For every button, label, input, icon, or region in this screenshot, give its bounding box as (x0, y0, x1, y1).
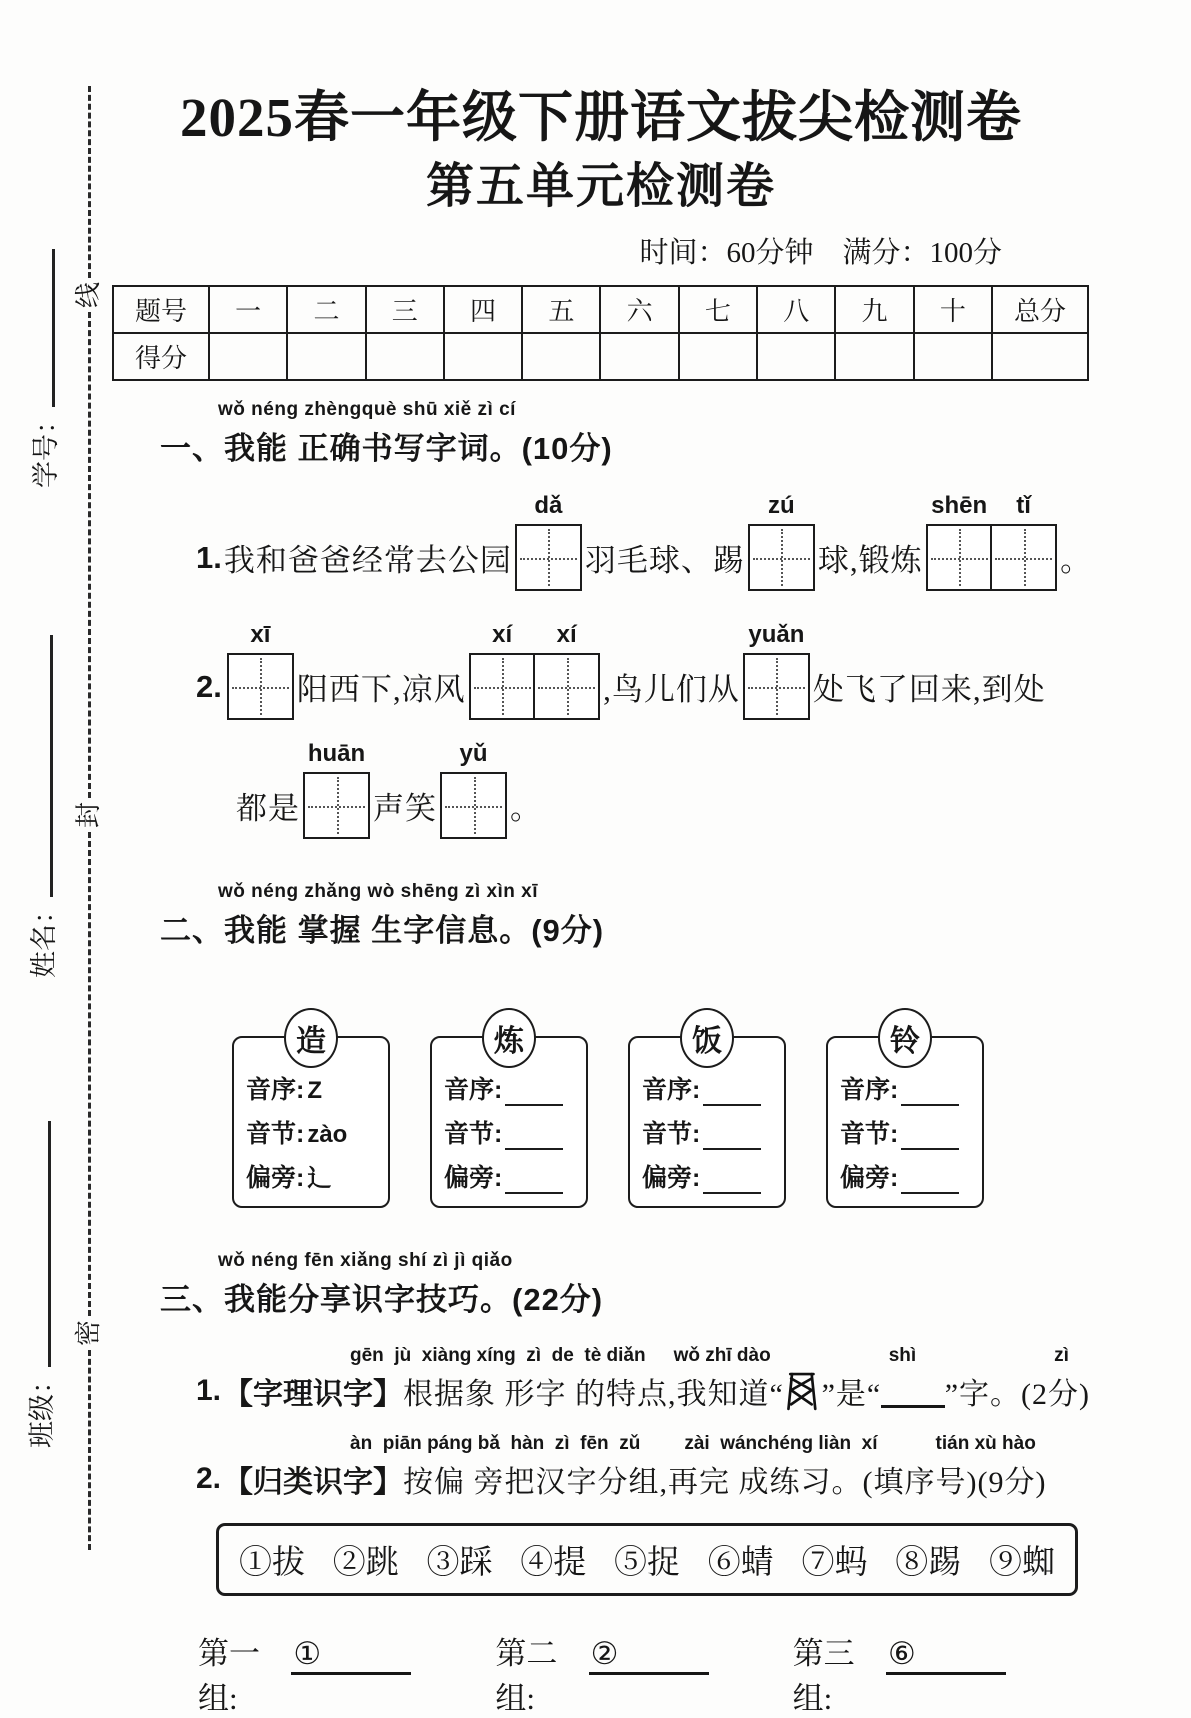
numbered-character: ②跳 (332, 1545, 399, 1582)
answer-groups (198, 1628, 1090, 1718)
section-two-title: 二、我能 掌握 生字信息。(9分) (160, 913, 605, 949)
pinyin-part: wǒ zhī dào (673, 1345, 771, 1367)
group-answer-line[interactable]: ⑥ (886, 1636, 1006, 1675)
character-group-box (216, 1523, 1078, 1596)
pinyin-label: huān (307, 740, 366, 768)
yinjie-value[interactable] (703, 1124, 761, 1150)
score-cell[interactable] (992, 333, 1088, 380)
student-name-field (22, 606, 61, 978)
write-box-yu[interactable] (440, 740, 507, 839)
q-text: 。 (510, 791, 542, 827)
section-one-pinyin: wǒ néng zhèngquè shū xiě zì cí (218, 399, 516, 421)
section-three-title: 三、我能分享识字技巧。(22分) (160, 1282, 604, 1318)
numbered-character: ⑥蜻 (707, 1545, 774, 1582)
q-number: 1. (196, 1374, 222, 1408)
yinjie-label: 音节: (246, 1120, 305, 1149)
pianpang-label: 偏旁: (246, 1164, 305, 1193)
q-text: 球,锻炼 (817, 543, 923, 579)
student-name-input-line[interactable] (27, 635, 53, 897)
group-three (793, 1628, 1006, 1718)
q-text: 都是 (236, 791, 300, 827)
yinxu-value[interactable]: Z (307, 1077, 322, 1105)
yinjie-label: 音节: (444, 1120, 503, 1149)
score-row-label: 得分 (113, 333, 209, 380)
yinjie-value[interactable] (505, 1124, 563, 1150)
score-col: 一 (209, 286, 287, 333)
score-col: 六 (600, 286, 678, 333)
paper-title: 2025春一年级下册语文拔尖检测卷 (179, 87, 1022, 148)
pinyin-label: xí (492, 621, 513, 649)
write-box-xi-xi[interactable] (469, 621, 601, 720)
score-col-total: 总分 (992, 286, 1088, 333)
numbered-character: ③踩 (426, 1545, 493, 1582)
yinjie-label: 音节: (642, 1120, 701, 1149)
q-tag: 【归类识字】 (223, 1466, 404, 1500)
pianpang-value[interactable]: 辶 (307, 1165, 332, 1193)
net-pictograph-icon (784, 1370, 820, 1412)
score-cell[interactable] (679, 333, 757, 380)
score-cell[interactable] (444, 333, 522, 380)
q-tag: 【字理识字】 (223, 1378, 404, 1412)
student-id-label: 学号： (31, 407, 61, 488)
q-text: 声笑 (373, 791, 437, 827)
q-text: 。 (1060, 543, 1093, 579)
student-name-label: 姓名： (29, 897, 59, 978)
score-col: 九 (835, 286, 913, 333)
score-col: 三 (366, 286, 444, 333)
seal-char-xian: 线 (73, 281, 103, 309)
q-text: 根据象 形字 的特点,我知道“ (403, 1378, 784, 1412)
q-text: ,鸟儿们从 (603, 672, 740, 708)
numbered-character: ④提 (520, 1545, 587, 1582)
q-number: 2. (196, 1462, 222, 1496)
seal-line-segment (88, 312, 91, 798)
seal-char-mi: 密 (73, 1319, 103, 1347)
pianpang-value[interactable] (505, 1168, 563, 1194)
yinxu-label: 音序: (840, 1076, 899, 1105)
seal-line-segment (88, 1350, 91, 1550)
group-two (495, 1628, 708, 1718)
card-character: 造 (284, 1008, 338, 1068)
pinyin-label: yǔ (459, 740, 488, 768)
section-two-heading (112, 881, 1090, 950)
q-number: 1. (196, 539, 222, 575)
seal-dashed-line (74, 86, 104, 1564)
pinyin-label: tǐ (1016, 492, 1031, 520)
time-score-info: 时间：60分钟 满分：100分 (639, 237, 1002, 270)
card-fan (628, 1025, 786, 1208)
student-id-field (24, 232, 63, 488)
write-box-huan[interactable] (303, 740, 370, 839)
yinjie-value[interactable]: zào (307, 1121, 348, 1149)
q-text: 我和爸爸经常去公园 (223, 543, 512, 579)
numbered-character: ⑨蜘 (989, 1545, 1055, 1582)
seal-char-feng: 封 (73, 801, 103, 829)
q-text: 羽毛球、踢 (584, 543, 745, 579)
pinyin-part: àn piān páng bǎ hàn zì fēn zǔ (350, 1433, 641, 1455)
write-box-yuan[interactable] (743, 621, 810, 720)
score-cell[interactable] (209, 333, 287, 380)
card-lian (430, 1025, 588, 1208)
score-table-header-row (113, 286, 1088, 333)
score-col: 七 (679, 286, 757, 333)
card-zao (232, 1025, 390, 1208)
score-col: 四 (444, 286, 522, 333)
write-box-da[interactable] (515, 492, 582, 591)
score-table-score-row (113, 333, 1088, 380)
score-col: 八 (757, 286, 835, 333)
question-1-2-line2 (236, 740, 1090, 839)
score-col: 十 (914, 286, 992, 333)
section-three-heading (112, 1250, 1090, 1319)
score-cell[interactable] (287, 333, 365, 380)
yinxu-value[interactable] (505, 1080, 563, 1106)
numbered-character: ⑧踢 (895, 1545, 962, 1582)
student-class-label: 班级： (27, 1367, 57, 1448)
q-number: 2. (196, 668, 222, 704)
pinyin-label: yuǎn (748, 621, 805, 649)
pinyin-label: dǎ (534, 492, 563, 520)
score-table (112, 285, 1089, 381)
seal-line-segment (88, 86, 91, 278)
pinyin-part: gēn jù xiàng xíng zì de tè diǎn (350, 1345, 646, 1367)
q-text: 按偏 旁把汉字分组,再完 成练习。(填序号)(9分) (403, 1466, 1047, 1500)
main-content (112, 0, 1093, 1718)
score-cell[interactable] (600, 333, 678, 380)
pinyin-part: zài wánchéng liàn xí (684, 1433, 878, 1455)
score-col: 二 (287, 286, 365, 333)
group-label: 第二组: (495, 1636, 558, 1717)
question-1-2-line1 (196, 621, 1090, 720)
score-cell[interactable] (757, 333, 835, 380)
yinxu-label: 音序: (642, 1076, 701, 1105)
yinxu-label: 音序: (246, 1076, 305, 1105)
q-text: ”是“ (821, 1378, 882, 1412)
student-id-input-line[interactable] (29, 249, 55, 407)
answer-blank[interactable] (881, 1375, 944, 1408)
character-cards (232, 1025, 1090, 1208)
score-cell[interactable] (914, 333, 992, 380)
paper-subtitle: 第五单元检测卷 (425, 160, 776, 214)
card-character: 饭 (680, 1008, 734, 1068)
pinyin-label: xī (250, 621, 271, 649)
student-class-field (20, 1088, 59, 1448)
pinyin-part: shì (888, 1345, 917, 1367)
pianpang-value[interactable] (703, 1168, 761, 1194)
card-character: 炼 (482, 1008, 536, 1068)
numbered-character: ⑤捉 (614, 1545, 680, 1582)
score-col: 五 (522, 286, 600, 333)
group-answer-line[interactable]: ② (589, 1636, 709, 1675)
yinxu-value[interactable] (901, 1080, 959, 1106)
question-1-1 (196, 492, 1093, 591)
pinyin-part: zì (1054, 1345, 1069, 1367)
group-one (198, 1628, 411, 1718)
write-box-shen-ti[interactable] (926, 492, 1058, 591)
pianpang-value[interactable] (901, 1168, 959, 1194)
yinjie-label: 音节: (840, 1120, 899, 1149)
score-cell[interactable] (835, 333, 913, 380)
q-text: ”字。(2分) (944, 1378, 1090, 1412)
section-one-title: 一、我能 正确书写字词。(10分) (160, 431, 613, 467)
pianpang-label: 偏旁: (840, 1164, 899, 1193)
score-cell[interactable] (522, 333, 600, 380)
section-two-pinyin: wǒ néng zhǎng wò shēng zì xìn xī (218, 881, 539, 903)
score-table-label: 题号 (113, 286, 209, 333)
group-label: 第三组: (792, 1636, 855, 1717)
q3-2-pinyin (350, 1433, 1090, 1455)
pinyin-label: zú (768, 492, 795, 520)
q3-1-pinyin (350, 1345, 1090, 1367)
yinjie-value[interactable] (901, 1124, 959, 1150)
yinxu-value[interactable] (703, 1080, 761, 1106)
pinyin-part: tián xù hào (935, 1433, 1036, 1455)
yinxu-label: 音序: (444, 1076, 503, 1105)
section-one-heading (112, 399, 1090, 468)
section-three-pinyin: wǒ néng fēn xiǎng shí zì jì qiǎo (218, 1250, 513, 1272)
pinyin-label: xí (556, 621, 577, 649)
pinyin-label: shēn (931, 492, 988, 520)
group-answer-line[interactable]: ① (291, 1636, 411, 1675)
pianpang-label: 偏旁: (444, 1164, 503, 1193)
write-box-zu[interactable] (748, 492, 815, 591)
numbered-character: ①拔 (239, 1545, 305, 1582)
q-text: 处飞了回来,到处 (812, 672, 1046, 708)
score-cell[interactable] (366, 333, 444, 380)
question-3-1 (196, 1369, 1090, 1413)
question-3-2 (196, 1457, 1090, 1501)
pianpang-label: 偏旁: (642, 1164, 701, 1193)
numbered-character: ⑦蚂 (801, 1545, 868, 1582)
student-class-input-line[interactable] (25, 1121, 51, 1367)
q-text: 阳西下,凉风 (296, 672, 466, 708)
group-label: 第一组: (198, 1636, 260, 1717)
write-box-xi1[interactable] (227, 621, 294, 720)
card-character: 铃 (878, 1008, 932, 1068)
seal-line-segment (88, 832, 91, 1316)
card-ling (826, 1025, 984, 1208)
